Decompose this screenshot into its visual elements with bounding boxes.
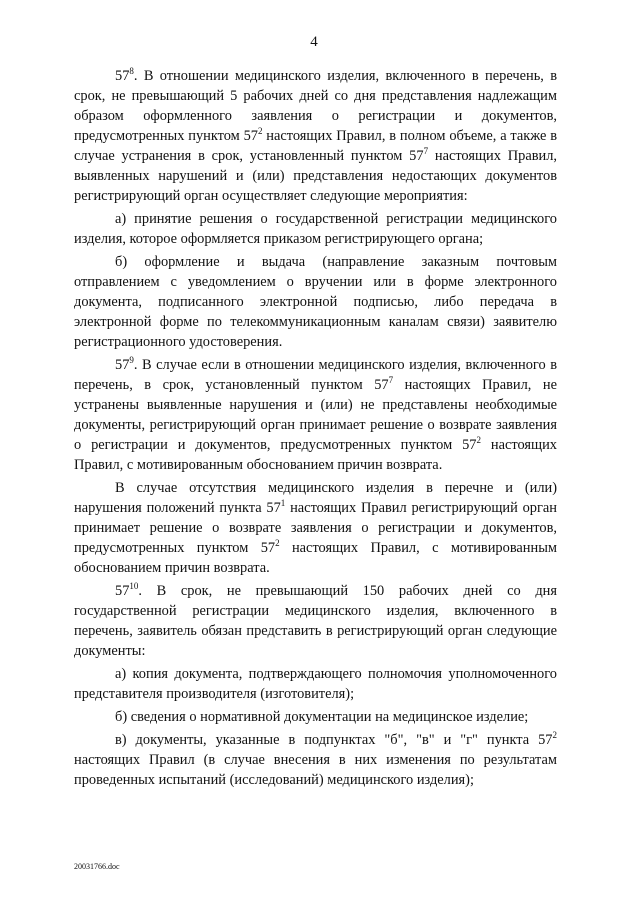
clause-number-superscript: 10 <box>129 581 139 592</box>
paragraph-text: настоящих Правил, с мотивированным обоснованием причин возврата. <box>74 540 557 576</box>
reference-superscript: 1 <box>280 498 286 509</box>
clause-number-superscript: 9 <box>129 355 134 366</box>
paragraph <box>74 355 557 475</box>
reference-superscript: 7 <box>388 375 394 386</box>
reference-superscript: 2 <box>257 126 263 137</box>
paragraph-text: настоящих Правил регистрирующий орган принимает решение о возврате заявления о регистрации и документов, предусмотренных пунктом 57 <box>74 500 557 556</box>
paragraph <box>74 730 557 790</box>
clause-number: 57 <box>115 68 130 84</box>
reference-superscript: 2 <box>476 435 481 446</box>
paragraph-text: в) документы, указанные в подпунктах "б", "в" и "г" пункта 57 <box>115 732 553 748</box>
paragraph <box>74 478 557 578</box>
reference-superscript: 2 <box>275 538 280 549</box>
paragraph-text: настоящих Правил (в случае внесения в них изменения по результатам проведенных испытаний (исследований) медицинского изделия); <box>74 752 557 788</box>
document-body <box>74 66 557 793</box>
paragraph <box>74 664 557 704</box>
clause-number: 57 <box>115 583 130 599</box>
clause-number: 57 <box>115 357 130 373</box>
paragraph-text: В случае отсутствия медицинского изделия в перечне и (или) нарушения положений пункта 57 <box>74 480 557 516</box>
paragraph-text: б) оформление и выдача (направление заказным почтовым отправлением с уведомлением о вручении или в форме электронного документа, подписанного электронной подписью, либо передача в электронной форме по телекоммуникационным каналам связи) заявителю регистрационного удостоверения. <box>74 254 557 350</box>
page-number: 4 <box>310 34 318 50</box>
paragraph-text: . В случае если в отношении медицинского изделия, включенного в перечень, в срок, установленный пунктом 57 <box>74 357 557 393</box>
paragraph-text: настоящих Правил, с мотивированным обоснованием причин возврата. <box>74 437 557 473</box>
footer-filename: 20031766.doc <box>74 862 120 871</box>
reference-superscript: 7 <box>423 146 429 157</box>
paragraph <box>74 209 557 249</box>
paragraph-text: а) принятие решения о государственной регистрации медицинского изделия, которое оформляется приказом регистрирующего органа; <box>74 211 557 247</box>
paragraph <box>74 66 557 206</box>
paragraph-text: . В отношении медицинского изделия, включенного в перечень, в срок, не превышающий 5 рабочих дней со дня представления надлежащим образом оформленного заявления о регистрации и документов, предусмотренных пунктом 57 <box>74 68 557 144</box>
paragraph-text: настоящих Правил, не устранены выявленные нарушения и (или) не представлены необходимые документы, регистрирующий орган принимает решение о возврате заявления о регистрации и документов, предусмотренных пунктом 57 <box>74 377 557 453</box>
paragraph-text: настоящих Правил, выявленных нарушений и (или) представления недостающих документов регистрирующий орган осуществляет следующие мероприятия: <box>74 148 557 204</box>
paragraph-text: а) копия документа, подтверждающего полномочия уполномоченного представителя производителя (изготовителя); <box>74 666 557 702</box>
paragraph-text: . В срок, не превышающий 150 рабочих дней со дня государственной регистрации медицинского изделия, включенного в перечень, заявитель обязан представить в регистрирующий орган следующие документы: <box>74 583 557 659</box>
clause-number-superscript: 8 <box>129 66 134 77</box>
paragraph <box>74 707 557 727</box>
reference-superscript: 2 <box>552 730 557 741</box>
paragraph-text: настоящих Правил, в полном объеме, а также в случае устранения в срок, установленный пунктом 57 <box>74 128 558 164</box>
paragraph <box>74 581 557 661</box>
paragraph <box>74 252 557 352</box>
paragraph-text: б) сведения о нормативной документации на медицинское изделие; <box>115 709 529 725</box>
